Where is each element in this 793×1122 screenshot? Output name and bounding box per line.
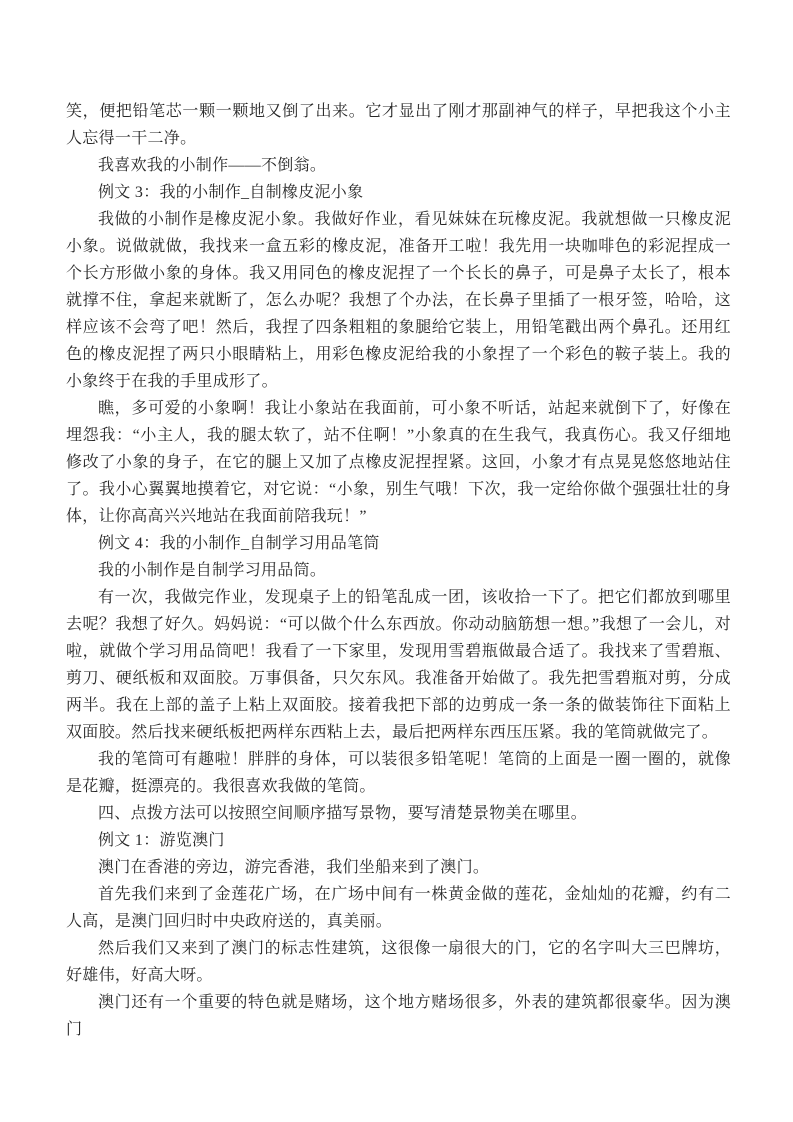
paragraph: 然后我们又来到了澳门的标志性建筑，这很像一扇很大的门，它的名字叫大三巴牌坊，好雄伟，好高大呀。: [66, 940, 731, 984]
section-heading-example-4: 例文 4：我的小制作_自制学习用品笔筒: [98, 535, 380, 552]
section-heading-example-1: 例文 1：游览澳门: [98, 832, 225, 849]
paragraph: 澳门还有一个重要的特色就是赌场，这个地方赌场很多，外表的建筑都很豪华。因为澳门: [66, 994, 731, 1038]
paragraph: 首先我们来到了金莲花广场，在广场中间有一株黄金做的莲花，金灿灿的花瓣，约有二人高，是澳门回归时中央政府送的，真美丽。: [66, 886, 731, 930]
section-heading-example-3: 例文 3：我的小制作_自制橡皮泥小象: [98, 184, 364, 201]
paragraph: 有一次，我做完作业，发现桌子上的铅笔乱成一团，该收拾一下了。把它们都放到哪里去呢？我想了好久。妈妈说：“可以做个什么东西放。你动动脑筋想一想。”我想了一会儿，对啦，就做个学习用品筒吧！我看了一下家里，发现用雪碧瓶做最合适了。我找来了雪碧瓶、剪刀、硬纸板和双面胶。万事俱备，只欠东风。我准备开始做了。我先把雪碧瓶对剪，分成两半。我在上部的盖子上粘上双面胶。接着我把下部的边剪成一条一条的做装饰往下面粘上双面胶。然后找来硬纸板把两样东西粘上去，最后把两样东西压压紧。我的笔筒就做完了。: [66, 589, 731, 741]
paragraph: 澳门在香港的旁边，游完香港，我们坐船来到了澳门。: [98, 859, 490, 876]
paragraph: 我的笔筒可有趣啦！胖胖的身体，可以装很多铅笔呢！笔筒的上面是一圈一圈的，就像是花瓣，挺漂亮的。我很喜欢我做的笔筒。: [66, 751, 731, 795]
section-heading-method-4: 四、点拨方法可以按照空间顺序描写景物，要写清楚景物美在哪里。: [98, 805, 588, 822]
paragraph: 我喜欢我的小制作——不倒翁。: [98, 157, 327, 174]
paragraph: 我做的小制作是橡皮泥小象。我做好作业，看见妹妹在玩橡皮泥。我就想做一只橡皮泥小象。说做就做，我找来一盒五彩的橡皮泥，准备开工啦！我先用一块咖啡色的彩泥捏成一个长方形做小象的身体。我又用同色的橡皮泥捏了一个长长的鼻子，可是鼻子太长了，根本就撑不住，拿起来就断了，怎么办呢？我想了个办法，在长鼻子里插了一根牙签，哈哈，这样应该不会弯了吧！然后，我捏了四条粗粗的象腿给它装上，用铅笔戳出两个鼻孔。还用红色的橡皮泥捏了两只小眼睛粘上，用彩色橡皮泥给我的小象捏了一个彩色的鞍子装上。我的小象终于在我的手里成形了。: [66, 211, 731, 390]
paragraph-continuation: 笑，便把铅笔芯一颗一颗地又倒了出来。它才显出了刚才那副神气的样子，早把我这个小主人忘得一干二净。: [66, 103, 731, 147]
paragraph: 我的小制作是自制学习用品筒。: [98, 562, 327, 579]
paragraph: 瞧，多可爱的小象啊！我让小象站在我面前，可小象不听话，站起来就倒下了，好像在埋怨我：“小主人，我的腿太软了，站不住啊！”小象真的在生我气，我真伤心。我又仔细地修改了小象的身子，在它的腿上又加了点橡皮泥捏捏紧。这回，小象才有点晃晃悠悠地站住了。我小心翼翼地摸着它，对它说：“小象，别生气哦！下次，我一定给你做个强强壮壮的身体，让你高高兴兴地站在我面前陪我玩！”: [66, 400, 731, 525]
document-body: [66, 98, 731, 1043]
